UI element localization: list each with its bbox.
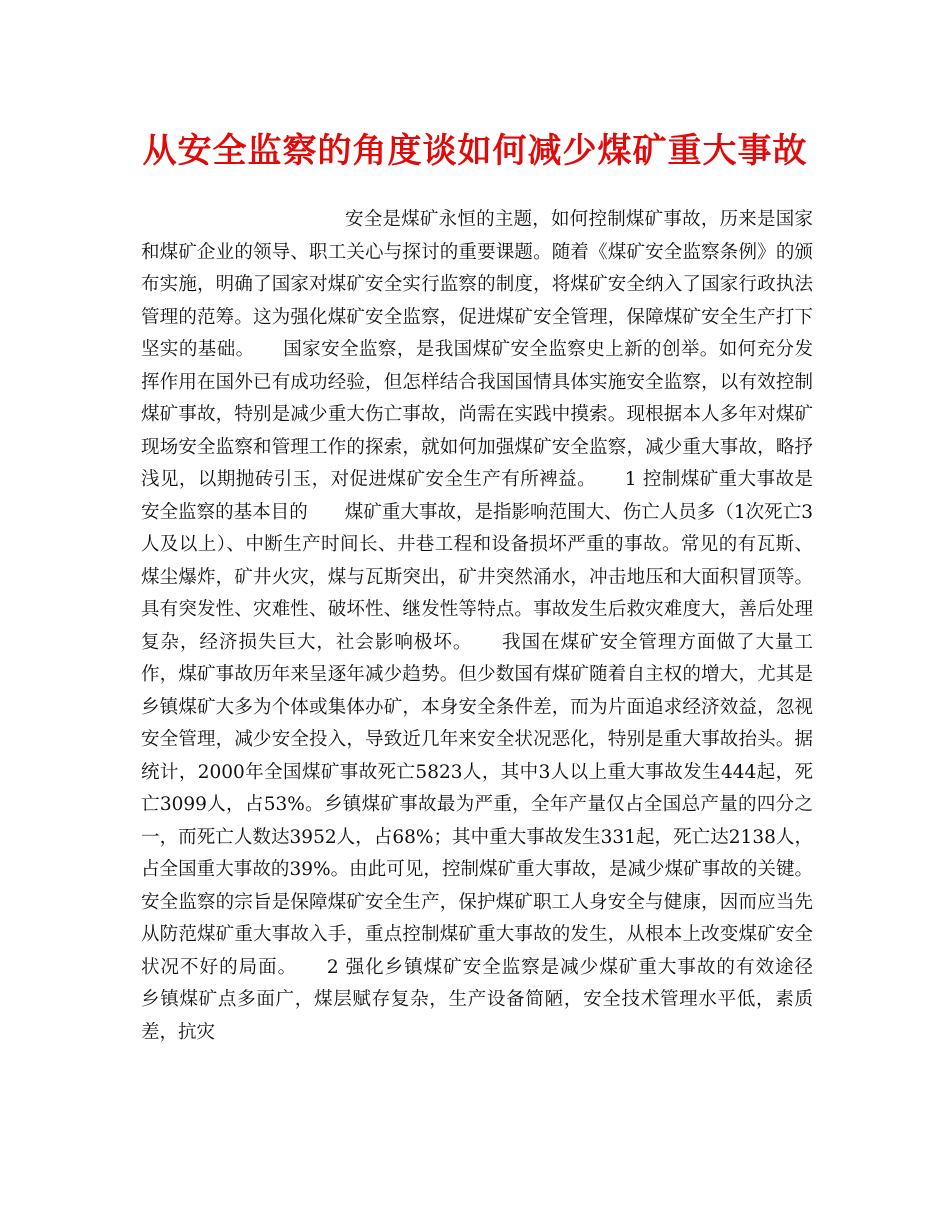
document-title: 从安全监察的角度谈如何减少煤矿重大事故 <box>142 131 808 171</box>
document-body-paragraph: 安全是煤矿永恒的主题，如何控制煤矿事故，历来是国家和煤矿企业的领导、职工关心与探讨的重要课题。随着《煤矿安全监察条例》的颁布实施，明确了国家对煤矿安全实行监察的制度，将煤矿安全纳入了国家行政执法管理的范筹。这为强化煤矿安全监察，促进煤矿安全管理，保障煤矿安全生产打下坚实的基础。 国家安全监察，是我国煤矿安全监察史上新的创举。如何充分发挥作用在国外已有成功经验，但怎样结合我国国情具体实施安全监察，以有效控制煤矿事故，特别是减少重大伤亡事故，尚需在实践中摸索。现根据本人多年对煤矿现场安全监察和管理工作的探索，就如何加强煤矿安全监察，减少重大事故，略抒浅见，以期抛砖引玉，对促进煤矿安全生产有所裨益。 1 控制煤矿重大事故是安全监察的基本目的 煤矿重大事故，是指影响范围大、伤亡人员多（1次死亡3人及以上）、中断生产时间长、井巷工程和设备损坏严重的事故。常见的有瓦斯、煤尘爆炸，矿井火灾，煤与瓦斯突出，矿井突然涌水，冲击地压和大面积冒顶等。具有突发性、灾难性、破坏性、继发性等特点。事故发生后救灾难度大，善后处理复杂，经济损失巨大，社会影响极坏。 我国在煤矿安全管理方面做了大量工作，煤矿事故历年来呈逐年减少趋势。但少数国有煤矿随着自主权的增大，尤其是乡镇煤矿大多为个体或集体办矿，本身安全条件差，而为片面追求经济效益，忽视安全管理，减少安全投入，导致近几年来安全状况恶化，特别是重大事故抬头。据统计，2000年全国煤矿事故死亡5823人，其中3人以上重大事故发生444起，死亡3099人，占53%。乡镇煤矿事故最为严重，全年产量仅占全国总产量的四分之一，而死亡人数达3952人，占68%；其中重大事故发生331起，死亡达2138人，占全国重大事故的39%。由此可见，控制煤矿重大事故，是减少煤矿事故的关键。安全监察的宗旨是保障煤矿安全生产，保护煤矿职工人身安全与健康，因而应当先从防范煤矿重大事故入手，重点控制煤矿重大事故的发生，从根本上改变煤矿安全状况不好的局面。 2 强化乡镇煤矿安全监察是减少煤矿重大事故的有效途径 乡镇煤矿点多面广，煤层赋存复杂，生产设备简陋，安全技术管理水平低，素质差，抗灾 <box>141 209 851 1043</box>
